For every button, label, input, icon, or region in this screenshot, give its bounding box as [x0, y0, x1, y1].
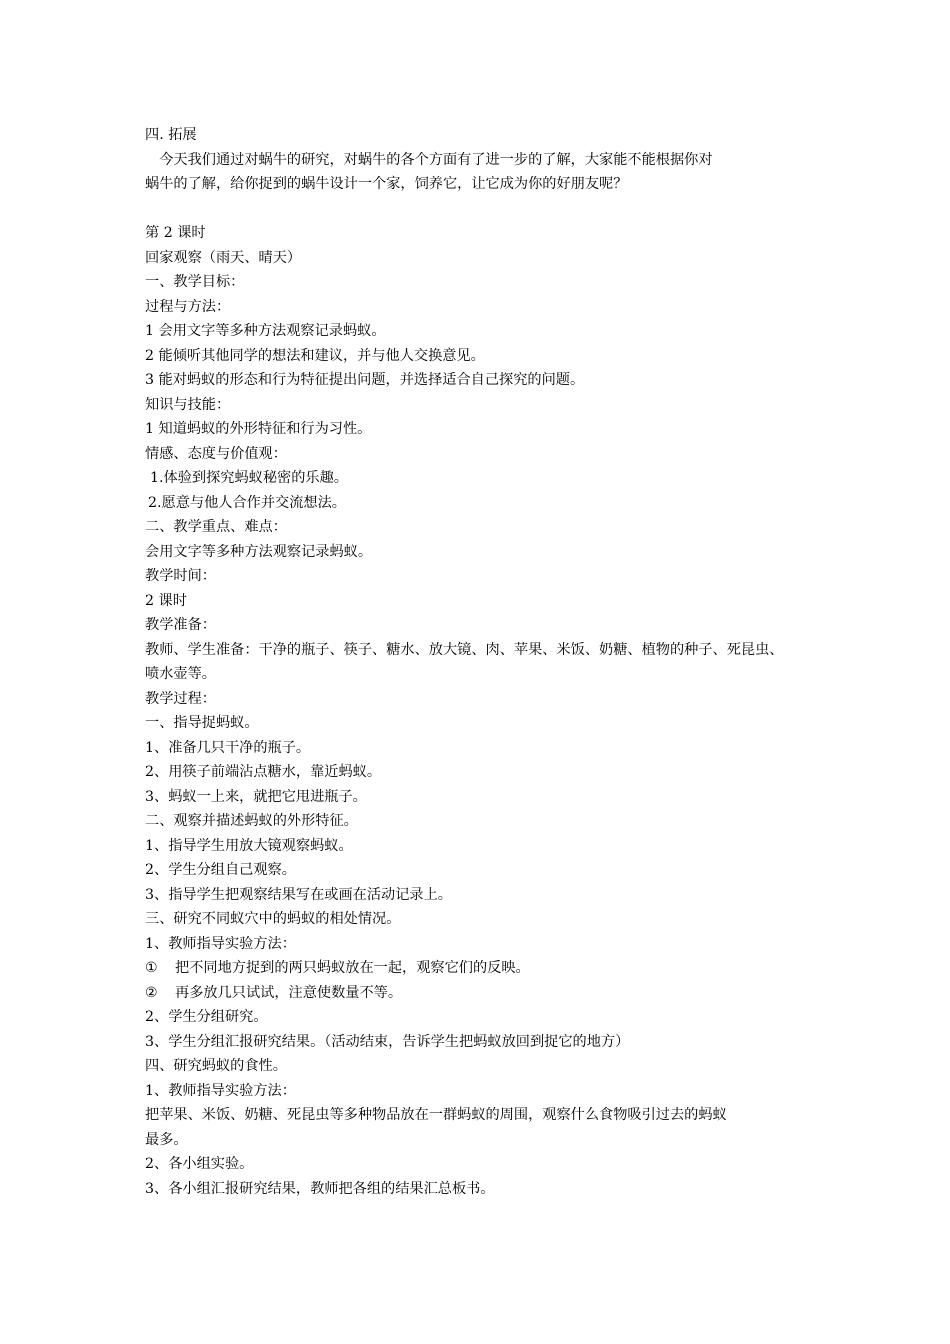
prep-line-2: 喷水壶等。	[145, 666, 216, 682]
step4-item: 3、各小组汇报研究结果，教师把各组的结果汇总板书。	[145, 1180, 495, 1197]
emotion-item: 1.体验到探究蚂蚁秘密的乐趣。	[150, 470, 348, 486]
process-item: 1 会用文字等多种方法观察记录蚂蚁。	[145, 323, 386, 339]
time-text: 2 课时	[145, 592, 187, 609]
section-heading-extension: 四. 拓展	[145, 127, 197, 143]
process-item: 3 能对蚂蚁的形态和行为特征提出问题，并选择适合自己探究的问题。	[145, 372, 585, 388]
step2-item: 2、学生分组自己观察。	[145, 862, 296, 878]
step4-item: 1、教师指导实验方法：	[145, 1082, 296, 1099]
step2-item: 1、指导学生用放大镜观察蚂蚁。	[145, 837, 353, 854]
intro-paragraph-line-1: 今天我们通过对蜗牛的研究，对蜗牛的各个方面有了进一步的了解，大家能不能根据你对	[145, 151, 713, 168]
step1-item: 3、蚂蚁一上来，就把它甩进瓶子。	[145, 788, 367, 805]
circled-item-text: 再多放几只试试，注意使数量不等。	[175, 984, 403, 1001]
intro-paragraph-line-2: 蜗牛的了解，给你捉到的蜗牛设计一个家，饲养它，让它成为你的好朋友呢？	[145, 176, 628, 192]
time-heading: 教学时间：	[145, 568, 216, 584]
step3-item: 1、教师指导实验方法：	[145, 935, 296, 952]
emotion-heading: 情感、态度与价值观：	[145, 445, 287, 462]
objectives-heading: 一、教学目标：	[145, 274, 245, 290]
circled-number-marker: ②	[145, 984, 158, 1001]
prep-line-1: 教师、学生准备：干净的瓶子、筷子、糖水、放大镜、肉、苹果、米饭、奶糖、植物的种子、死昆虫、	[145, 641, 784, 658]
step1-item: 2、用筷子前端沾点糖水，靠近蚂蚁。	[145, 764, 382, 780]
step1-item: 1、准备几只干净的瓶子。	[145, 739, 311, 756]
lesson-subtitle: 回家观察（雨天、晴天）	[145, 249, 302, 266]
step4-paragraph-line-1: 把苹果、米饭、奶糖、死昆虫等多种物品放在一群蚂蚁的周围，观察什么食物吸引过去的蚂蚁	[145, 1107, 727, 1123]
step4-paragraph-line-2: 最多。	[145, 1131, 188, 1148]
blank-line	[145, 197, 825, 222]
step2-heading: 二、观察并描述蚂蚁的外形特征。	[145, 813, 358, 829]
key-points-heading: 二、教学重点、难点：	[145, 519, 287, 535]
step3-circled-item	[145, 981, 825, 1006]
process-item: 2 能倾听其他同学的想法和建议，并与他人交换意见。	[145, 347, 485, 364]
knowledge-heading: 知识与技能：	[145, 396, 231, 413]
circled-item-text: 把不同地方捉到的两只蚂蚁放在一起，观察它们的反映。	[175, 960, 530, 976]
step3-item: 3、学生分组汇报研究结果。（活动结束，告诉学生把蚂蚁放回到捉它的地方）	[145, 1033, 630, 1050]
emotion-item: 2.愿意与他人合作并交流想法。	[148, 494, 346, 511]
step4-heading: 四、研究蚂蚁的食性。	[145, 1058, 287, 1074]
lesson-title: 第 2 课时	[145, 225, 206, 241]
step1-heading: 一、指导捉蚂蚁。	[145, 715, 259, 731]
circled-number-marker: ①	[145, 960, 158, 976]
step4-item: 2、各小组实验。	[145, 1156, 254, 1172]
process-method-heading: 过程与方法：	[145, 298, 231, 315]
step3-heading: 三、研究不同蚁穴中的蚂蚁的相处情况。	[145, 911, 401, 927]
prep-heading: 教学准备：	[145, 617, 216, 633]
knowledge-item: 1 知道蚂蚁的外形特征和行为习性。	[145, 421, 372, 437]
step3-circled-item	[145, 956, 825, 981]
process-heading: 教学过程：	[145, 690, 216, 707]
step3-item: 2、学生分组研究。	[145, 1009, 268, 1025]
document-page	[145, 123, 825, 1201]
key-points-text: 会用文字等多种方法观察记录蚂蚁。	[145, 543, 373, 560]
step2-item: 3、指导学生把观察结果写在或画在活动记录上。	[145, 886, 452, 903]
